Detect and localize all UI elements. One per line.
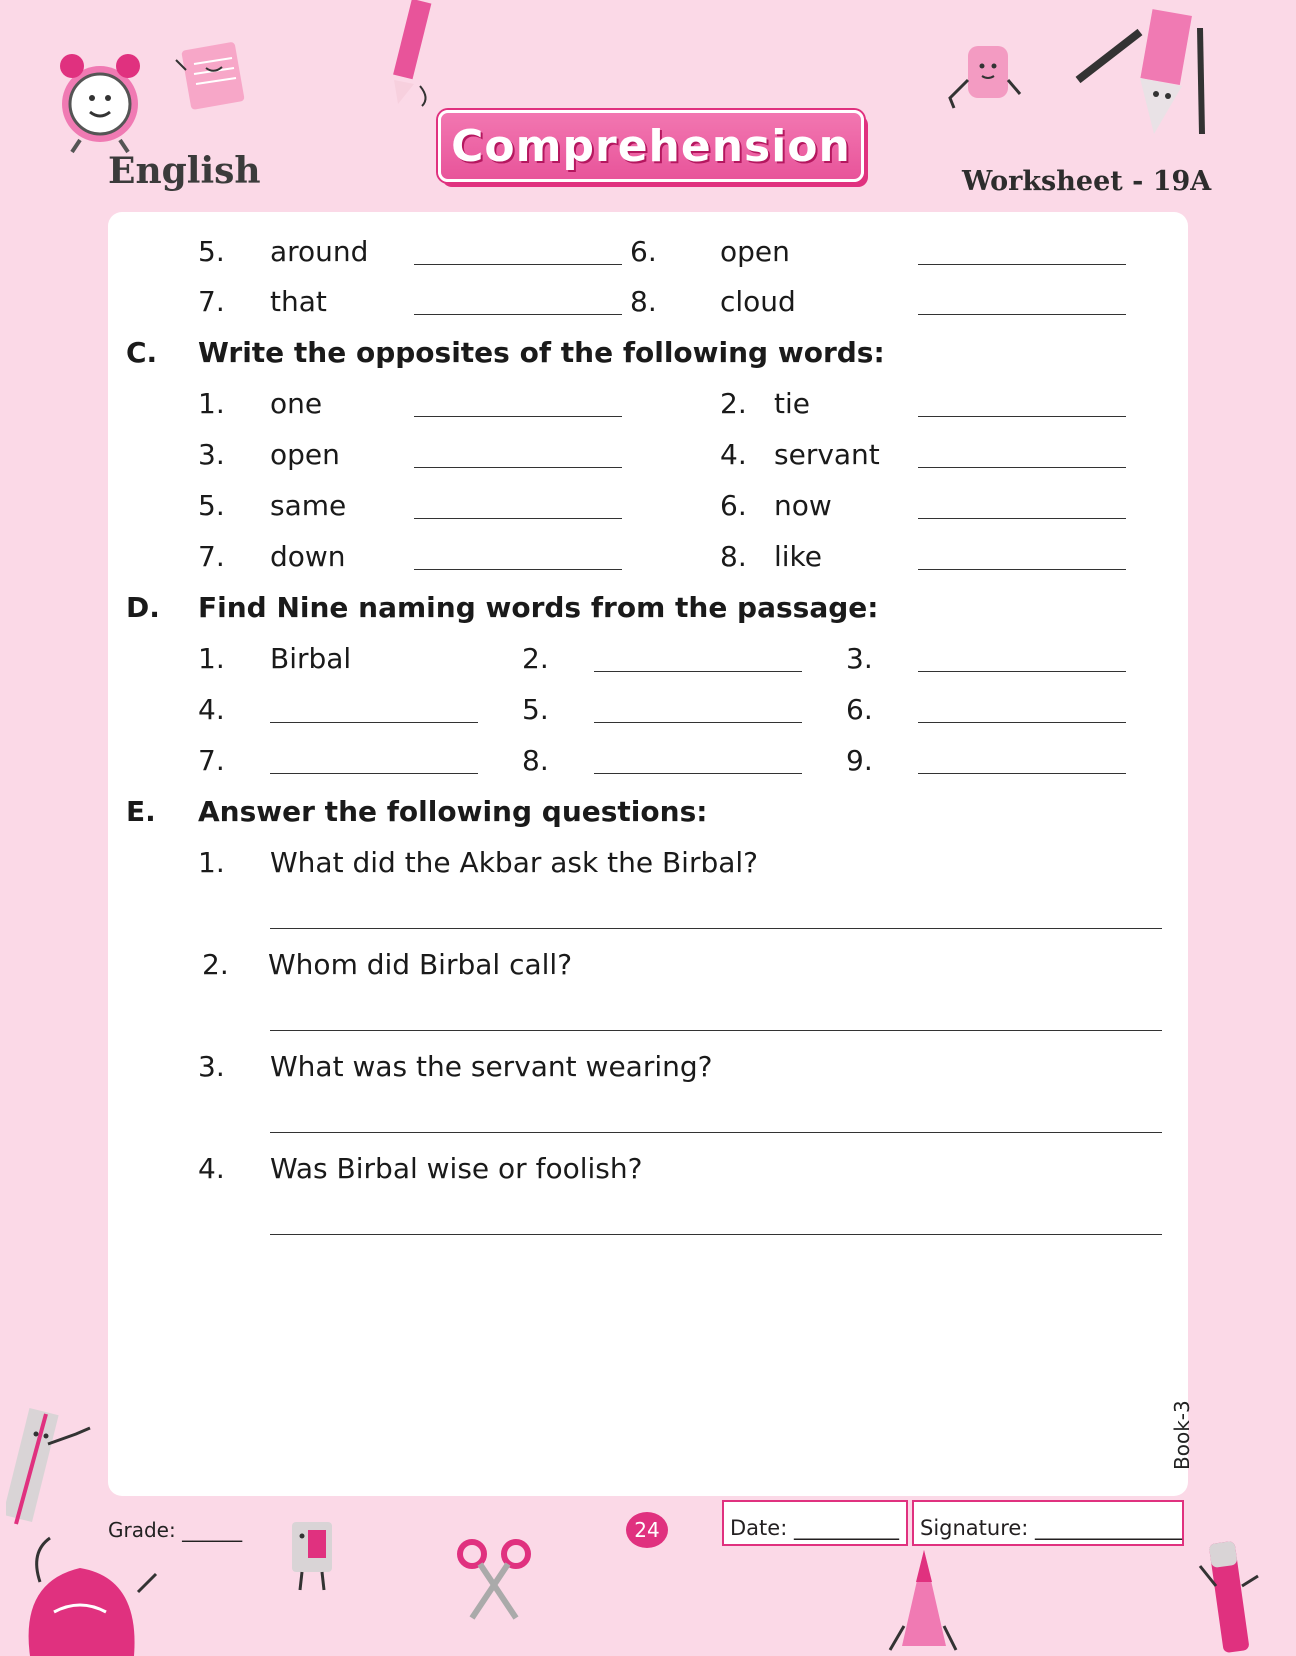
answer-blank[interactable] bbox=[414, 467, 622, 468]
word: down bbox=[270, 540, 346, 573]
subject-label: English bbox=[108, 150, 261, 192]
pen-character-icon bbox=[1194, 1536, 1264, 1656]
item-number: 5. bbox=[198, 489, 225, 522]
answer-blank[interactable] bbox=[414, 314, 622, 315]
answer-blank[interactable] bbox=[918, 467, 1126, 468]
worksheet-title: Comprehension bbox=[451, 120, 851, 172]
item-number: 6. bbox=[846, 693, 873, 726]
worksheet-number: Worksheet - 19A bbox=[962, 166, 1212, 197]
item-number: 2. bbox=[720, 387, 747, 420]
signature-field[interactable]: Signature: ______________ bbox=[912, 1500, 1184, 1546]
item-number: 6. bbox=[720, 489, 747, 522]
date-field[interactable]: Date: __________ bbox=[722, 1500, 908, 1546]
sharpener-character-icon bbox=[282, 1516, 344, 1596]
answer-line[interactable] bbox=[270, 928, 1162, 929]
item-number: 6. bbox=[630, 235, 657, 268]
word: around bbox=[270, 235, 369, 268]
item-number: 5. bbox=[522, 693, 549, 726]
item-number: 8. bbox=[630, 285, 657, 318]
answer-line[interactable] bbox=[270, 1132, 1162, 1133]
alarm-clock-icon bbox=[52, 44, 148, 156]
word: open bbox=[270, 438, 340, 471]
answer-blank[interactable] bbox=[270, 722, 478, 723]
naming-word: Birbal bbox=[270, 642, 352, 675]
item-number: 1. bbox=[198, 387, 225, 420]
item-number: 9. bbox=[846, 744, 873, 777]
answer-blank[interactable] bbox=[918, 518, 1126, 519]
crayon-character-icon bbox=[884, 1546, 964, 1656]
section-c-heading: Write the opposites of the following words: bbox=[198, 336, 885, 369]
item-number: 7. bbox=[198, 540, 225, 573]
answer-blank[interactable] bbox=[918, 314, 1126, 315]
section-e-heading: Answer the following questions: bbox=[198, 795, 708, 828]
answer-blank[interactable] bbox=[414, 518, 622, 519]
item-number: 7. bbox=[198, 285, 225, 318]
question-text: Whom did Birbal call? bbox=[268, 948, 573, 981]
question-number: 1. bbox=[198, 846, 225, 879]
item-number: 2. bbox=[522, 642, 549, 675]
grade-field[interactable]: Grade: ______ bbox=[108, 1518, 243, 1542]
item-number: 3. bbox=[846, 642, 873, 675]
word: that bbox=[270, 285, 327, 318]
word: open bbox=[720, 235, 790, 268]
question-text: What was the servant wearing? bbox=[270, 1050, 713, 1083]
worksheet-content-card bbox=[108, 212, 1188, 1496]
word: like bbox=[774, 540, 823, 573]
book-label: Book-3 bbox=[1170, 1400, 1194, 1470]
question-text: Was Birbal wise or foolish? bbox=[270, 1152, 643, 1185]
section-d-letter: D. bbox=[126, 591, 160, 624]
eraser-character-icon bbox=[944, 40, 1028, 120]
item-number: 7. bbox=[198, 744, 225, 777]
item-number: 4. bbox=[720, 438, 747, 471]
answer-blank[interactable] bbox=[918, 773, 1126, 774]
word: now bbox=[774, 489, 832, 522]
answer-blank[interactable] bbox=[594, 722, 802, 723]
item-number: 4. bbox=[198, 693, 225, 726]
answer-blank[interactable] bbox=[414, 416, 622, 417]
answer-blank[interactable] bbox=[414, 569, 622, 570]
question-text: What did the Akbar ask the Birbal? bbox=[270, 846, 759, 879]
section-d-heading: Find Nine naming words from the passage: bbox=[198, 591, 879, 624]
word: servant bbox=[774, 438, 880, 471]
answer-blank[interactable] bbox=[918, 416, 1126, 417]
pencil-character-icon bbox=[1070, 8, 1210, 138]
answer-blank[interactable] bbox=[918, 569, 1126, 570]
backpack-icon bbox=[10, 1522, 160, 1656]
answer-line[interactable] bbox=[270, 1030, 1162, 1031]
item-number: 8. bbox=[522, 744, 549, 777]
answer-line[interactable] bbox=[270, 1234, 1162, 1235]
item-number: 5. bbox=[198, 235, 225, 268]
page-number-badge: 24 bbox=[626, 1512, 668, 1548]
scissors-icon bbox=[454, 1536, 536, 1622]
item-number: 8. bbox=[720, 540, 747, 573]
pencil-icon bbox=[384, 0, 440, 108]
word: one bbox=[270, 387, 323, 420]
worksheet-title-banner bbox=[438, 110, 864, 182]
section-c-letter: C. bbox=[126, 336, 158, 369]
answer-blank[interactable] bbox=[918, 671, 1126, 672]
item-number: 3. bbox=[198, 438, 225, 471]
ruler-character-icon bbox=[6, 1404, 96, 1534]
answer-blank[interactable] bbox=[918, 264, 1126, 265]
answer-blank[interactable] bbox=[594, 671, 802, 672]
question-number: 2. bbox=[202, 948, 229, 981]
question-number: 3. bbox=[198, 1050, 225, 1083]
word: tie bbox=[774, 387, 810, 420]
word: cloud bbox=[720, 285, 796, 318]
section-e-letter: E. bbox=[126, 795, 156, 828]
answer-blank[interactable] bbox=[594, 773, 802, 774]
notepad-icon bbox=[172, 40, 256, 120]
answer-blank[interactable] bbox=[270, 773, 478, 774]
item-number: 1. bbox=[198, 642, 225, 675]
question-number: 4. bbox=[198, 1152, 225, 1185]
word: same bbox=[270, 489, 347, 522]
answer-blank[interactable] bbox=[414, 264, 622, 265]
answer-blank[interactable] bbox=[918, 722, 1126, 723]
